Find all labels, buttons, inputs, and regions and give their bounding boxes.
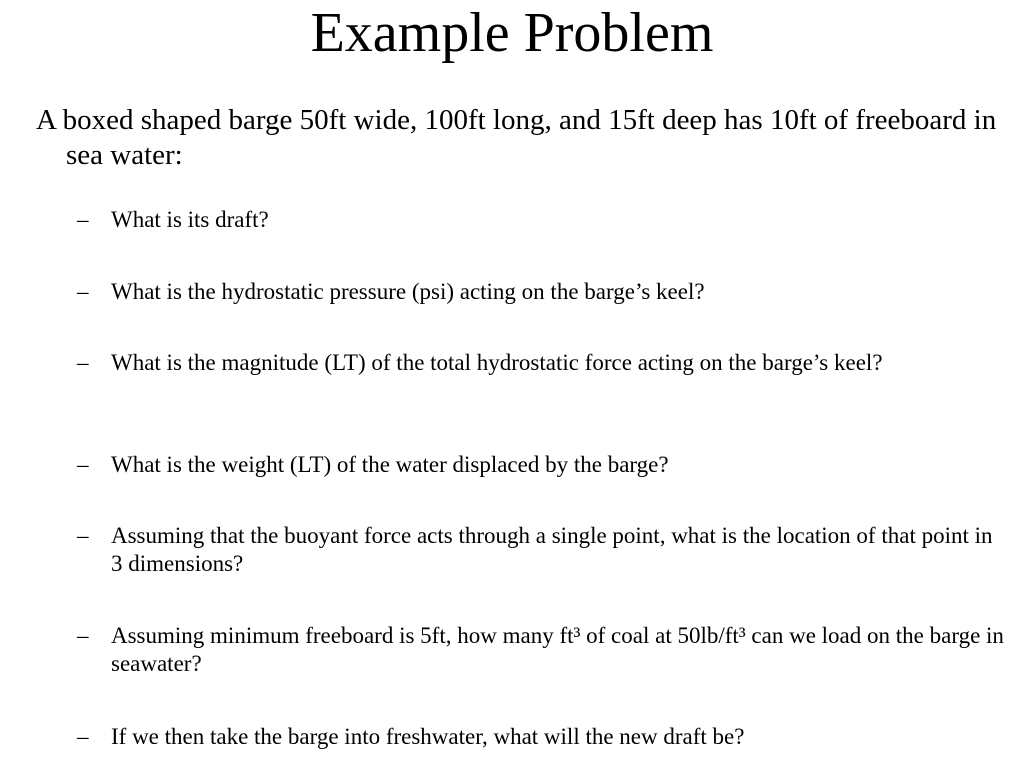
question-text: What is its draft? bbox=[111, 207, 269, 232]
question-item bbox=[77, 278, 1007, 306]
dash-bullet: – bbox=[77, 452, 89, 477]
dash-bullet: – bbox=[77, 523, 89, 548]
question-item bbox=[77, 622, 1007, 678]
question-item bbox=[77, 451, 1007, 479]
question-text: If we then take the barge into freshwater, what will the new draft be? bbox=[111, 724, 745, 749]
question-item bbox=[77, 206, 1007, 234]
question-text: What is the weight (LT) of the water displaced by the barge? bbox=[111, 452, 669, 477]
question-text: Assuming minimum freeboard is 5ft, how many ft³ of coal at 50lb/ft³ can we load on the barge in seawater? bbox=[111, 623, 1004, 676]
question-item bbox=[77, 723, 1007, 751]
dash-bullet: – bbox=[77, 724, 89, 749]
dash-bullet: – bbox=[77, 279, 89, 304]
question-text: What is the hydrostatic pressure (psi) acting on the barge’s keel? bbox=[111, 279, 705, 304]
question-item bbox=[77, 522, 1007, 578]
dash-bullet: – bbox=[77, 207, 89, 232]
dash-bullet: – bbox=[77, 623, 89, 648]
question-text: What is the magnitude (LT) of the total hydrostatic force acting on the barge’s keel? bbox=[111, 350, 883, 375]
question-text: Assuming that the buoyant force acts through a single point, what is the location of that point in 3 dimensions? bbox=[111, 523, 993, 576]
dash-bullet: – bbox=[77, 350, 89, 375]
slide-title: Example Problem bbox=[310, 2, 714, 64]
question-item bbox=[77, 349, 1007, 377]
main-bullet-text: A boxed shaped barge 50ft wide, 100ft long, and 15ft deep has 10ft of freeboard in sea water: bbox=[36, 104, 997, 171]
